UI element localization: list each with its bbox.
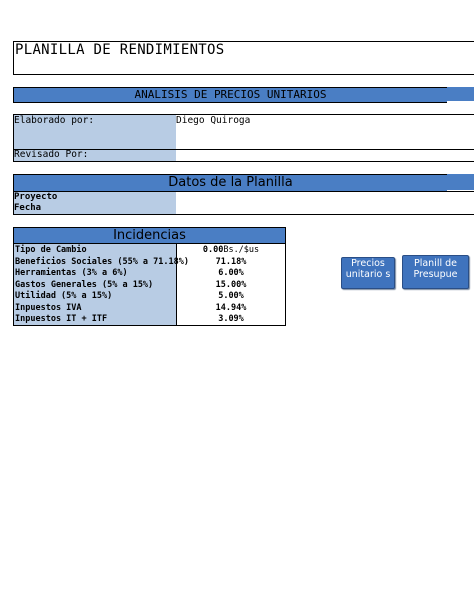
planilla-presupuesto-button[interactable]: Planill de Presupue <box>402 255 469 289</box>
row-label: Inpuestos IVA <box>15 302 82 313</box>
table-row <box>13 313 286 325</box>
fecha-label: Fecha <box>14 203 42 213</box>
subtitle-band-extension <box>447 87 474 101</box>
row-label: Utilidad (5% a 15%) <box>15 291 113 301</box>
table-row <box>13 267 286 279</box>
row-value[interactable]: 14.94% <box>215 302 247 313</box>
incidencias-title: Incidencias <box>13 227 286 244</box>
row-value[interactable]: 0.00 <box>202 245 224 255</box>
elaborado-label: Elaborado por: <box>13 114 177 150</box>
row-label: Gastos Generales (5% a 15%) <box>15 279 154 290</box>
elaborado-value[interactable]: Diego Quiroga <box>176 114 474 150</box>
row-label: Tipo de Cambio <box>15 245 87 255</box>
row-label: Beneficios Sociales (55% a 71.18%) <box>15 256 189 267</box>
proyecto-fecha-values[interactable] <box>176 191 474 215</box>
row-value[interactable]: 6.00% <box>218 268 244 278</box>
subtitle-band: ANALISIS DE PRECIOS UNITARIOS <box>13 87 447 103</box>
table-row <box>13 302 286 314</box>
datos-section-title: Datos de la Planilla <box>13 174 447 192</box>
proyecto-fecha-labels <box>13 191 177 215</box>
row-value[interactable]: 15.00% <box>215 279 247 290</box>
row-unit: Bs./$us <box>223 245 260 255</box>
table-row <box>13 290 286 302</box>
precios-unitarios-button[interactable]: Precios unitario s <box>341 257 395 289</box>
row-label: Inpuestos IT + ITF <box>15 314 108 324</box>
table-row <box>13 256 286 268</box>
revisado-label: Revisado Por: <box>13 149 177 162</box>
table-row <box>13 279 286 291</box>
row-value[interactable]: 5.00% <box>218 291 244 301</box>
table-row <box>13 244 286 256</box>
row-label: Herramientas (3% a 6%) <box>15 268 128 278</box>
proyecto-label: Proyecto <box>14 192 58 202</box>
row-value[interactable]: 71.18% <box>215 256 247 267</box>
row-value-cell <box>178 244 284 256</box>
datos-band-extension <box>447 174 474 190</box>
incidencias-rows <box>13 244 286 326</box>
page-title: PLANILLA DE RENDIMIENTOS <box>15 42 225 58</box>
revisado-value[interactable] <box>176 149 474 162</box>
row-value[interactable]: 3.09% <box>218 314 244 324</box>
